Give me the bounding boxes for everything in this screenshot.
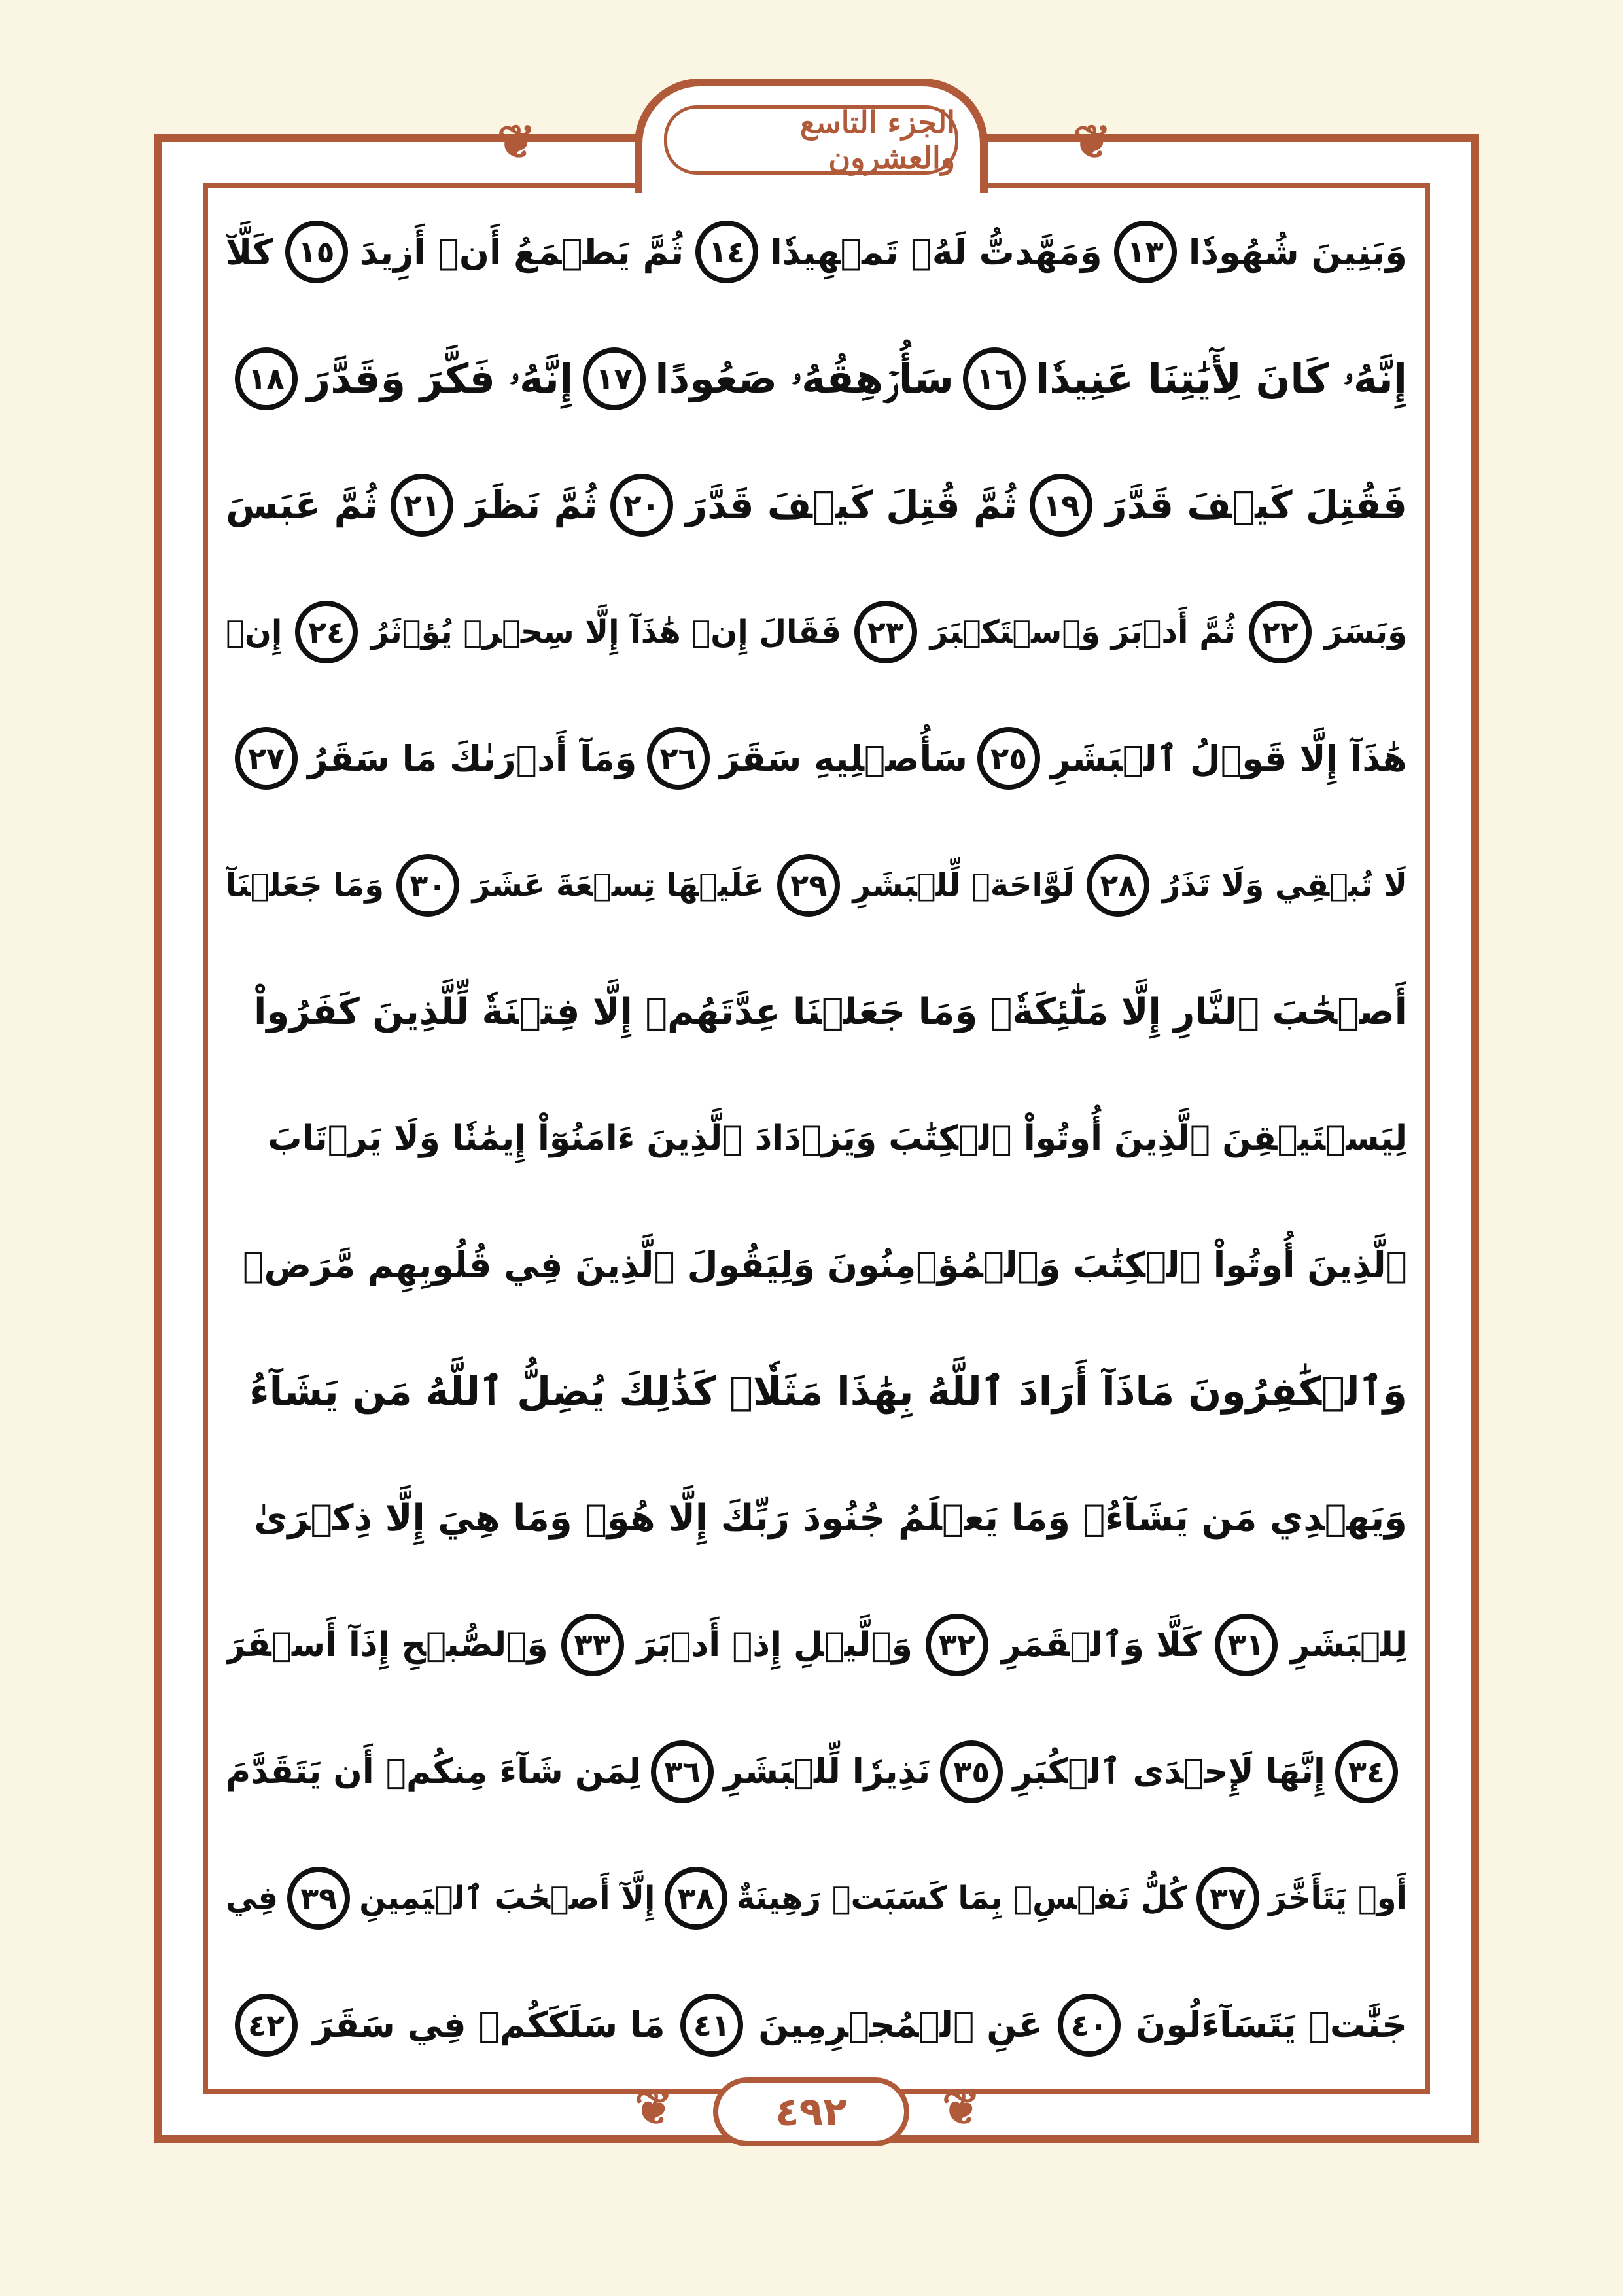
verse-text: كَلَّآ [226, 231, 273, 273]
ayah-number-marker: ١٧ [583, 347, 646, 410]
verse-text: وَٱلصُّبۡحِ إِذَآ أَسۡفَرَ [226, 1625, 548, 1665]
verse-text: ثُمَّ قُتِلَ كَيۡفَ قَدَّرَ [685, 483, 1018, 528]
verse-text: ثُمَّ عَبَسَ [226, 483, 378, 528]
ayah-number-marker: ٣٥ [940, 1740, 1003, 1803]
verse-text: فِي [226, 1880, 279, 1917]
verse-text: وَمَآ أَدۡرَىٰكَ مَا سَقَرُ [307, 737, 637, 779]
text-line [226, 1596, 1407, 1694]
ayah-number-marker: ٣٠ [396, 854, 459, 917]
ayah-number-marker: ٢٠ [610, 474, 673, 537]
verse-text: لِيَسۡتَيۡقِنَ ٱلَّذِينَ أُوتُواْ ٱلۡكِتَٰبَ وَيَزۡدَادَ ٱلَّذِينَ ءَامَنُوٓاْ إِيمَٰنٗا وَلَا يَرۡتَابَ [268, 1118, 1407, 1158]
verse-text: وَمَا جَعَلۡنَآ [226, 866, 385, 904]
quran-page-text [226, 203, 1407, 2074]
text-line [226, 1216, 1407, 1315]
ayah-number-marker: ٣٧ [1196, 1867, 1259, 1930]
verse-text: أَصۡحَٰبَ ٱلنَّارِ إِلَّا مَلَٰٓئِكَةٗۖ وَمَا جَعَلۡنَا عِدَّتَهُمۡ إِلَّا فِتۡنَةٗ لِّلَّذِينَ كَفَرُواْ [254, 990, 1407, 1033]
text-line [226, 203, 1407, 301]
verse-text: إِلَّآ أَصۡحَٰبَ ٱلۡيَمِينِ [359, 1880, 655, 1917]
verse-text: عَنِ ٱلۡمُجۡرِمِينَ [758, 2004, 1043, 2046]
verse-text: ثُمَّ نَظَرَ [465, 483, 598, 528]
verse-text: ٱلَّذِينَ أُوتُواْ ٱلۡكِتَٰبَ وَٱلۡمُؤۡمِنُونَ وَلِيَقُولَ ٱلَّذِينَ فِي قُلُوبِهِم مَّرَضٞ [243, 1245, 1407, 1286]
ayah-number-marker: ٢١ [391, 474, 453, 537]
ayah-number-marker: ٣١ [1215, 1614, 1278, 1676]
text-line [226, 836, 1407, 934]
ayah-number-marker: ٣٨ [665, 1867, 727, 1930]
verse-text: كَلَّا وَٱلۡقَمَرِ [1001, 1625, 1202, 1665]
verse-text: مَا سَلَكَكُمۡ فِي سَقَرَ [313, 2004, 665, 2046]
verse-text: وَمَهَّدتُّ لَهُۥ تَمۡهِيدٗا [770, 231, 1102, 273]
ayah-number-marker: ٣٤ [1335, 1740, 1398, 1803]
page-number: ٤٩٢ [713, 2077, 909, 2146]
text-line [226, 330, 1407, 428]
ayah-number-marker: ٢٢ [1249, 601, 1312, 663]
text-line [226, 1976, 1407, 2074]
verse-text: لَوَّاحَةٞ لِّلۡبَشَرِ [852, 866, 1075, 904]
text-line [226, 583, 1407, 681]
text-line [226, 1723, 1407, 1821]
ayah-number-marker: ٤٠ [1058, 1994, 1121, 2057]
ornament-icon: ❦ [942, 2081, 981, 2135]
verse-text: وَٱلۡكَٰفِرُونَ مَاذَآ أَرَادَ ٱللَّهُ بِهَٰذَا مَثَلٗاۚ كَذَٰلِكَ يُضِلُّ ٱللَّهُ مَن يَشَآءُ [249, 1369, 1407, 1415]
verse-text: هَٰذَآ إِلَّا قَوۡلُ ٱلۡبَشَرِ [1050, 737, 1407, 779]
ayah-number-marker: ٢٧ [235, 727, 298, 790]
ayah-number-marker: ٢٥ [977, 727, 1040, 790]
ornament-icon: ❦ [497, 115, 536, 169]
verse-text: إِنَّهَا لَإِحۡدَى ٱلۡكُبَرِ [1013, 1752, 1325, 1792]
ayah-number-marker: ١٩ [1030, 474, 1092, 537]
ayah-number-marker: ٤١ [680, 1994, 743, 2057]
ayah-number-marker: ٢٦ [647, 727, 710, 790]
juz-header [635, 79, 988, 193]
verse-text: ثُمَّ يَطۡمَعُ أَنۡ أَزِيدَ [359, 231, 684, 273]
verse-text: إِنۡ [226, 613, 283, 650]
verse-text: نَذِيرٗا لِّلۡبَشَرِ [724, 1752, 931, 1792]
verse-text: فَقُتِلَ كَيۡفَ قَدَّرَ [1105, 483, 1407, 528]
ayah-number-marker: ٣٢ [926, 1614, 988, 1676]
verse-text: فَقَالَ إِنۡ هَٰذَآ إِلَّا سِحۡرٞ يُؤۡثَرُ [370, 613, 842, 650]
ornament-icon: ❦ [635, 2081, 673, 2135]
ayah-number-marker: ١٣ [1114, 221, 1177, 283]
ayah-number-marker: ٤٢ [235, 1994, 298, 2057]
ayah-number-marker: ٢٤ [295, 601, 358, 663]
ayah-number-marker: ٢٩ [777, 854, 840, 917]
ornament-icon: ❦ [1073, 115, 1111, 169]
verse-text: إِنَّهُۥ فَكَّرَ وَقَدَّرَ [307, 354, 574, 402]
ayah-number-marker: ٣٩ [287, 1867, 350, 1930]
text-line [226, 1089, 1407, 1188]
ayah-number-marker: ١٨ [235, 347, 298, 410]
verse-text: سَأُرۡهِقُهُۥ صَعُودًا [655, 354, 954, 402]
verse-text: جَنَّٰتٖ يَتَسَآءَلُونَ [1136, 2004, 1407, 2046]
ayah-number-marker: ٣٦ [651, 1740, 714, 1803]
verse-text: وَبَسَرَ [1324, 613, 1407, 650]
verse-text: عَلَيۡهَا تِسۡعَةَ عَشَرَ [472, 866, 765, 904]
verse-text: وَبَنِينَ شُهُودٗا [1188, 231, 1407, 273]
verse-text: ثُمَّ أَدۡبَرَ وَٱسۡتَكۡبَرَ [930, 613, 1236, 650]
ayah-number-marker: ١٤ [695, 221, 758, 283]
verse-text: لِمَن شَآءَ مِنكُمۡ أَن يَتَقَدَّمَ [226, 1752, 642, 1792]
verse-text: وَٱلَّيۡلِ إِذۡ أَدۡبَرَ [637, 1625, 913, 1665]
text-line [226, 1470, 1407, 1568]
verse-text: كُلُّ نَفۡسِۭ بِمَا كَسَبَتۡ رَهِينَةٌ [736, 1880, 1187, 1917]
ayah-number-marker: ٢٨ [1087, 854, 1149, 917]
text-line [226, 1849, 1407, 1947]
ayah-number-marker: ٣٣ [561, 1614, 624, 1676]
juz-title: الجزء التاسع والعشرون [664, 105, 958, 175]
text-line [226, 1343, 1407, 1441]
text-line [226, 963, 1407, 1061]
ayah-number-marker: ١٦ [963, 347, 1026, 410]
ayah-number-marker: ١٥ [285, 221, 348, 283]
text-line [226, 709, 1407, 807]
verse-text: وَيَهۡدِي مَن يَشَآءُۚ وَمَا يَعۡلَمُ جُنُودَ رَبِّكَ إِلَّا هُوَۚ وَمَا هِيَ إِلَّا ذِكۡرَىٰ [254, 1497, 1407, 1540]
verse-text: لَا تُبۡقِي وَلَا تَذَرُ [1162, 866, 1407, 904]
verse-text: سَأُصۡلِيهِ سَقَرَ [719, 737, 968, 779]
verse-text: إِنَّهُۥ كَانَ لِأٓيَٰتِنَا عَنِيدٗا [1035, 354, 1407, 402]
ayah-number-marker: ٢٣ [854, 601, 917, 663]
verse-text: لِلۡبَشَرِ [1290, 1625, 1407, 1665]
text-line [226, 456, 1407, 554]
verse-text: أَوۡ يَتَأَخَّرَ [1268, 1880, 1407, 1917]
